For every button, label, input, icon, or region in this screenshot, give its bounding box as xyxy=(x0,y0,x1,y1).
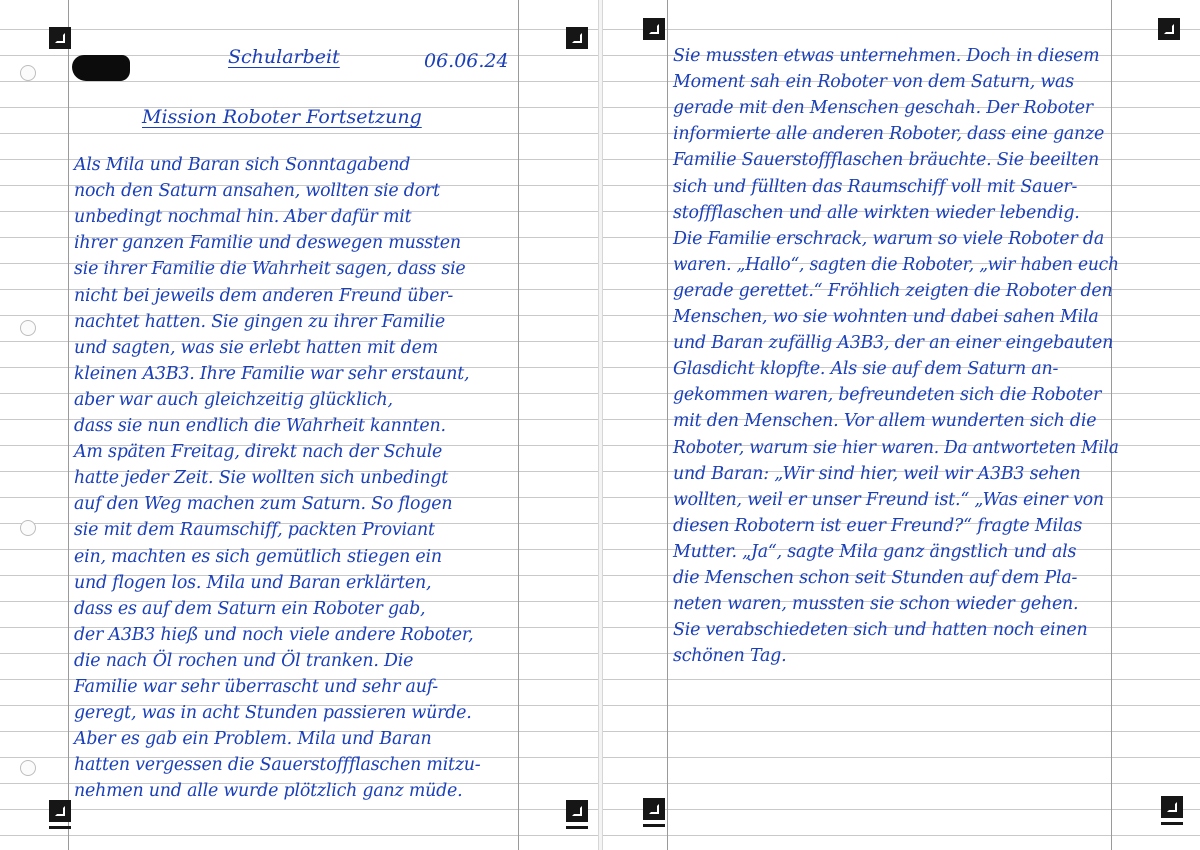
punch-hole-icon xyxy=(20,320,36,336)
handwritten-line: Glasdicht klopfte. Als sie auf dem Saturn an- xyxy=(673,359,1059,380)
punch-hole-icon xyxy=(20,760,36,776)
scan-marker-bar xyxy=(1161,822,1183,825)
handwritten-line: geregt, was in acht Stunden passieren würde. xyxy=(74,703,472,724)
scan-marker-icon xyxy=(1158,18,1180,40)
handwritten-line: und Baran zufällig A3B3, der an einer eingebauten xyxy=(673,333,1114,354)
document-heading: Schularbeit xyxy=(228,46,340,68)
scan-marker-icon xyxy=(49,800,71,822)
handwritten-line: hatte jeder Zeit. Sie wollten sich unbedingt xyxy=(74,468,449,489)
handwritten-line: nehmen und alle wurde plötzlich ganz müde. xyxy=(74,781,463,802)
handwritten-line: waren. „Hallo“, sagten die Roboter, „wir haben euch xyxy=(673,254,1119,275)
handwritten-line: sich und füllten das Raumschiff voll mit Sauer- xyxy=(673,176,1078,197)
handwritten-line: nicht bei jeweils dem anderen Freund über- xyxy=(74,285,454,306)
handwritten-line: Moment sah ein Roboter von dem Saturn, was xyxy=(673,72,1074,93)
handwritten-line: gekommen waren, befreundeten sich die Roboter xyxy=(673,385,1102,406)
handwritten-line: neten waren, mussten sie schon wieder gehen. xyxy=(673,594,1079,615)
right-margin-line xyxy=(518,0,519,850)
scan-marker-bar xyxy=(49,826,71,829)
handwritten-line: ein, machten es sich gemütlich stiegen ein xyxy=(74,546,442,567)
handwritten-line: ihrer ganzen Familie und deswegen mussten xyxy=(74,233,461,254)
handwritten-line: Die Familie erschrack, warum so viele Roboter da xyxy=(673,228,1105,249)
scan-marker-icon xyxy=(49,27,71,49)
handwritten-line: auf den Weg machen zum Saturn. So flogen xyxy=(74,494,453,515)
handwritten-line: und sagten, was sie erlebt hatten mit dem xyxy=(74,337,438,358)
scan-marker-icon xyxy=(566,800,588,822)
right-margin-line xyxy=(1111,0,1112,850)
handwritten-line: Sie verabschiedeten sich und hatten noch einen xyxy=(673,620,1088,641)
scan-marker-icon xyxy=(566,27,588,49)
handwritten-line: Menschen, wo sie wohnten und dabei sahen Mila xyxy=(673,307,1099,327)
handwritten-line: wollten, weil er unser Freund ist.“ „Was einer von xyxy=(673,489,1104,510)
handwritten-line: Roboter, warum sie hier waren. Da antworteten Mila xyxy=(673,437,1119,458)
handwritten-line: dass sie nun endlich die Wahrheit kannten. xyxy=(74,416,446,436)
handwritten-line: Am späten Freitag, direkt nach der Schule xyxy=(74,442,443,463)
handwritten-line: sie ihrer Familie die Wahrheit sagen, dass sie xyxy=(74,259,466,280)
handwritten-line: Aber es gab ein Problem. Mila und Baran xyxy=(74,729,432,750)
handwritten-line: schönen Tag. xyxy=(673,646,787,667)
scan-marker-icon xyxy=(643,798,665,820)
handwritten-line: Mutter. „Ja“, sagte Mila ganz ängstlich und als xyxy=(673,541,1077,562)
punch-hole-icon xyxy=(20,65,36,81)
handwritten-line: mit den Menschen. Vor allem wunderten sich die xyxy=(673,411,1097,432)
handwritten-line: hatten vergessen die Sauerstoffflaschen mitzu- xyxy=(74,755,481,776)
handwritten-line: aber war auch gleichzeitig glücklich, xyxy=(74,389,393,410)
handwritten-line: die Menschen schon seit Stunden auf dem Pla- xyxy=(673,568,1078,588)
handwritten-line: kleinen A3B3. Ihre Familie war sehr erstaunt, xyxy=(74,363,470,384)
left-margin-line xyxy=(68,0,69,850)
handwritten-line: der A3B3 hieß und noch viele andere Roboter, xyxy=(74,624,474,645)
handwritten-line: Sie mussten etwas unternehmen. Doch in diesem xyxy=(673,46,1100,66)
handwritten-line: sie mit dem Raumschiff, packten Proviant xyxy=(74,520,435,541)
handwritten-line: und Baran: „Wir sind hier, weil wir A3B3 sehen xyxy=(673,463,1081,484)
handwritten-line: gerade mit den Menschen geschah. Der Roboter xyxy=(673,98,1093,119)
document-date: 06.06.24 xyxy=(424,50,509,72)
handwritten-line: Als Mila und Baran sich Sonntagabend xyxy=(74,155,411,175)
document-title: Mission Roboter Fortsetzung xyxy=(142,106,422,128)
handwritten-line: unbedingt nochmal hin. Aber dafür mit xyxy=(74,207,412,228)
handwritten-line: diesen Robotern ist euer Freund?“ fragte Milas xyxy=(673,515,1083,536)
handwritten-line: Familie Sauerstoffflaschen bräuchte. Sie beeilten xyxy=(673,150,1099,171)
handwritten-line: informierte alle anderen Roboter, dass eine ganze xyxy=(673,124,1105,145)
scan-marker-icon xyxy=(1161,796,1183,818)
scan-marker-bar xyxy=(643,824,665,827)
left-page xyxy=(0,0,599,850)
left-margin-line xyxy=(667,0,668,850)
handwritten-line: stoffflaschen und alle wirkten wieder lebendig. xyxy=(673,202,1080,223)
right-page xyxy=(602,0,1200,850)
handwritten-line: noch den Saturn ansahen, wollten sie dort xyxy=(74,181,440,202)
redaction-block-icon xyxy=(72,55,130,81)
handwritten-line: Familie war sehr überrascht und sehr auf- xyxy=(74,677,438,697)
handwritten-line: die nach Öl rochen und Öl tranken. Die xyxy=(74,650,414,671)
handwritten-line: dass es auf dem Saturn ein Roboter gab, xyxy=(74,598,426,619)
handwritten-line: gerade gerettet.“ Fröhlich zeigten die Roboter den xyxy=(673,280,1113,301)
scan-marker-icon xyxy=(643,18,665,40)
punch-hole-icon xyxy=(20,520,36,536)
handwritten-line: nachtet hatten. Sie gingen zu ihrer Familie xyxy=(74,311,445,332)
handwritten-line: und flogen los. Mila und Baran erklärten, xyxy=(74,572,432,593)
scan-marker-bar xyxy=(566,826,588,829)
